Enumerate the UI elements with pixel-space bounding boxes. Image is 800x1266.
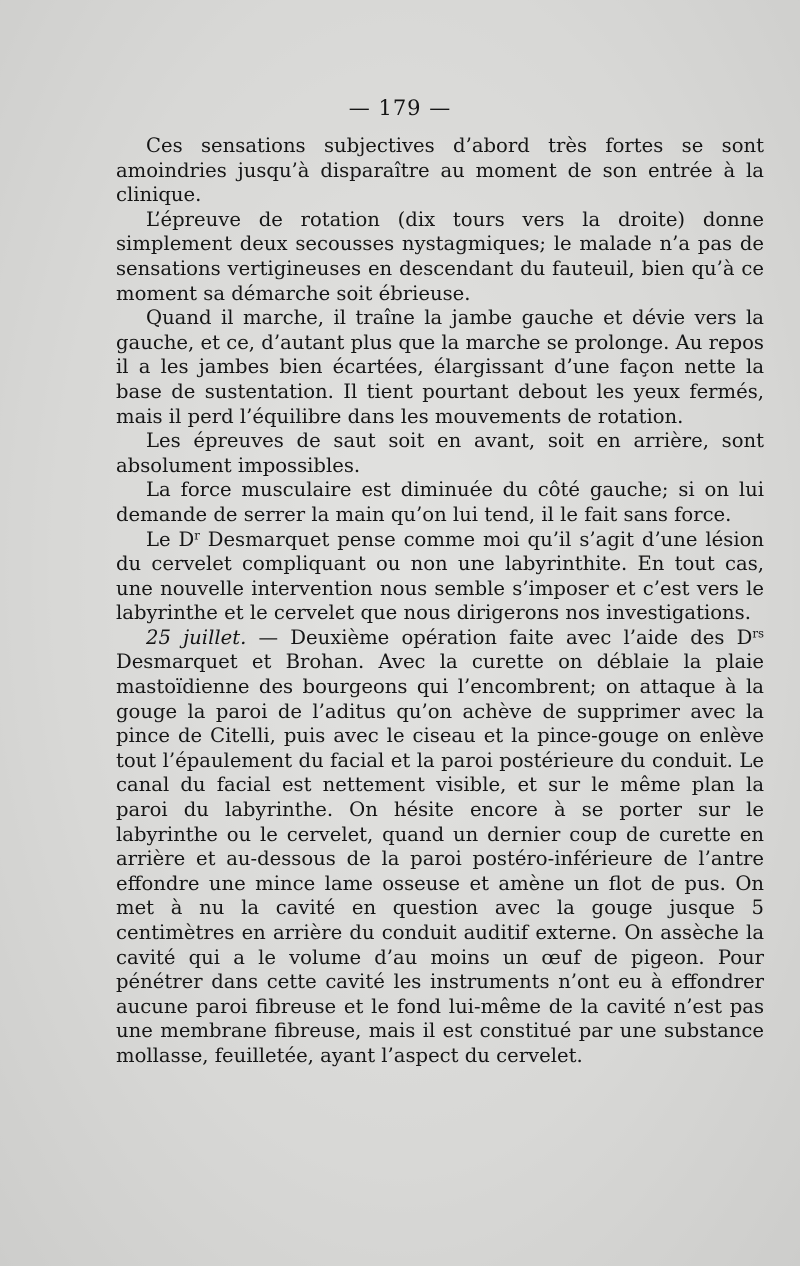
- page-number: — 179 —: [348, 96, 452, 120]
- paragraph-sensations: Ces sensations subjectives d’abord très fortes se sont amoindries jusqu’à disparaître au moment de son entrée à la clinique.: [116, 134, 764, 207]
- paragraph-second-operation: [116, 626, 764, 1069]
- doctor-superscript: r: [194, 528, 200, 543]
- operation-text-b: Desmarquet et Brohan. Avec la curette on déblaie la plaie mastoïdienne des bourgeons qui l’encombrent; on attaque à la gouge la paroi de l’aditus qu’on achève de supprimer avec la pince de Citelli, puis avec le ciseau et la pince-gouge on enlève tout l’épaulement du facial et la paroi postérieure du conduit. Le canal du facial est nettement visible, et sur le même plan la paroi du labyrinthe. On hésite encore à se porter sur le labyrinthe ou le cervelet, quand un dernier coup de curette en arrière et au-dessous de la paroi postéro-inférieure de l’antre effondre une mince lame osseuse et amène un flot de pus. On met à nu la cavité en question avec la gouge jusque 5 centimètres en arrière du conduit auditif externe. On assèche la cavité qui a le volume d’au moins un œuf de pigeon. Pour pénétrer dans cette cavité les instruments n’ont eu à effondrer aucune paroi fibreuse et le fond lui-même de la cavité n’est pas une membrane fibreuse, mais il est constitué par une substance mollasse, feuilletée, ayant l’aspect du cervelet.: [116, 650, 764, 1067]
- paragraph-walking: Quand il marche, il traîne la jambe gauche et dévie vers la gauche, et ce, d’autant plus que la marche se prolonge. Au repos il a les jambes bien écartées, élargissant d’une façon nette la base de sustentation. Il tient pourtant debout les yeux fermés, mais il perd l’équilibre dans les mouvements de rotation.: [116, 306, 764, 428]
- paragraph-rotation-test: L’épreuve de rotation (dix tours vers la droite) donne simplement deux secousses nystagmiques; le malade n’a pas de sensations vertigineuses en descendant du fauteuil, bien qu’à ce moment sa démarche soit ébrieuse.: [116, 207, 764, 305]
- doctors-superscript: rs: [752, 626, 764, 641]
- diagnosis-text-before: Le D: [146, 527, 195, 551]
- paragraph-diagnosis: [116, 528, 764, 626]
- operation-date: 25 juillet.: [146, 625, 247, 649]
- diagnosis-text-after: Desmarquet pense comme moi qu’il s’agit d’une lésion du cervelet compliquant ou non une labyrinthite. En tout cas, une nouvelle intervention nous semble s’imposer et c’est vers le labyrinthe et le cervelet que nous dirigerons nos investigations.: [116, 527, 765, 625]
- operation-text-a: Deuxième opération faite avec l’aide des D: [290, 625, 753, 649]
- paragraph-muscle-force: La force musculaire est diminuée du côté gauche; si on lui demande de serrer la main qu’on lui tend, il le fait sans force.: [116, 478, 764, 526]
- body-text: [116, 134, 764, 1069]
- paragraph-jump-test: Les épreuves de saut soit en avant, soit en arrière, sont absolument impossibles.: [116, 429, 764, 477]
- date-dash: —: [246, 625, 291, 649]
